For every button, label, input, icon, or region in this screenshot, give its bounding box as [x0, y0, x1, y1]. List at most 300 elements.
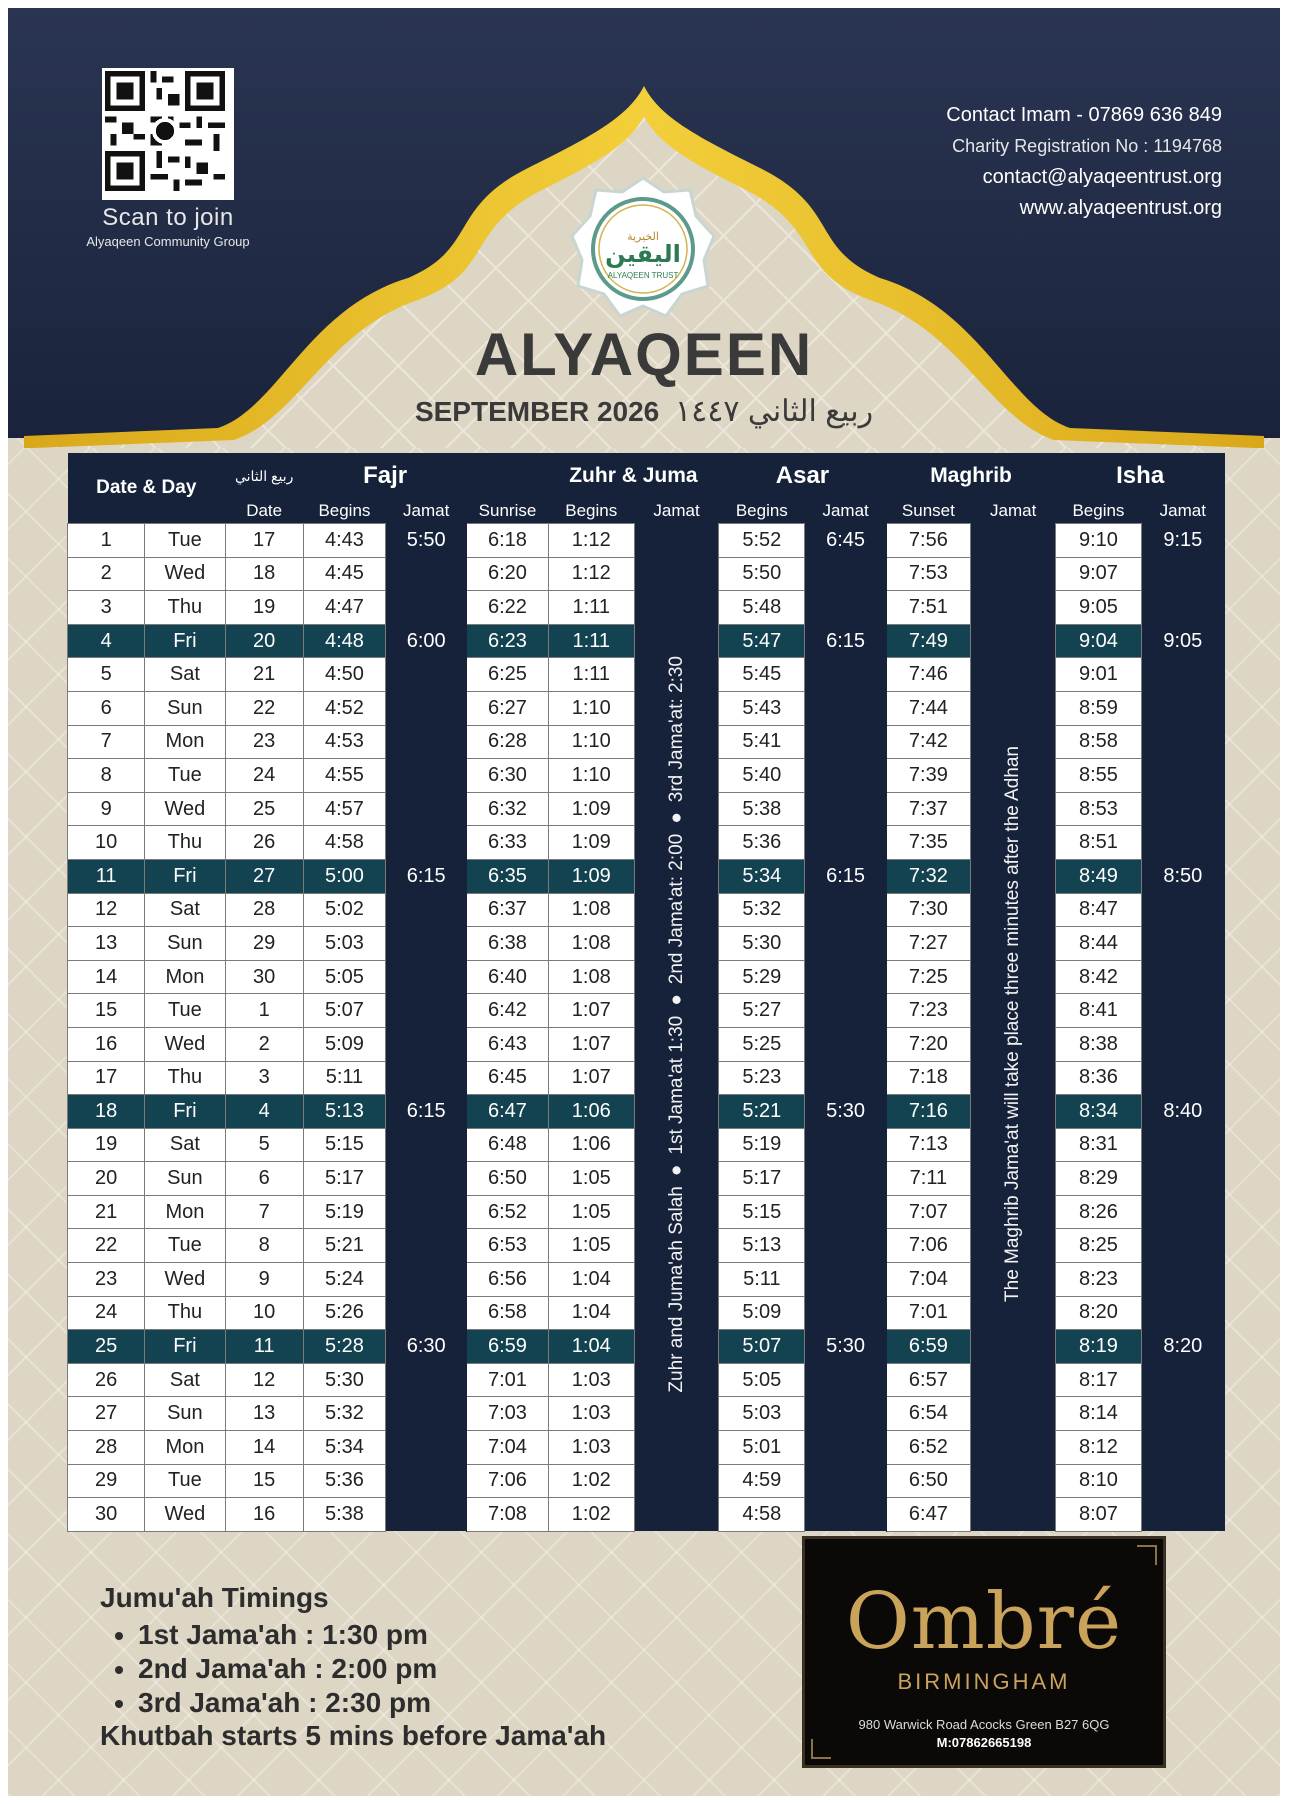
cell-fajr-begins: 5:02	[303, 893, 385, 927]
cell-asar-begins: 5:30	[719, 927, 805, 961]
ad-city: BIRMINGHAM	[897, 1669, 1071, 1694]
cell-asar-begins: 5:15	[719, 1195, 805, 1229]
cell-asar-jamat	[805, 557, 886, 591]
cell-hijri-date: 7	[225, 1195, 303, 1229]
cell-day: Tue	[145, 994, 225, 1028]
jumah-title: Jumu'ah Timings	[100, 1582, 329, 1613]
cell-asar-begins: 5:11	[719, 1263, 805, 1297]
cell-zuhr-begins: 1:06	[548, 1128, 634, 1162]
cell-isha-jamat	[1141, 591, 1224, 625]
cell-hijri-date: 17	[225, 524, 303, 558]
cell-isha-jamat	[1141, 1431, 1224, 1465]
header-isha-begins: Begins	[1056, 499, 1141, 524]
cell-isha-begins: 8:23	[1056, 1263, 1141, 1297]
cell-isha-begins: 8:55	[1056, 759, 1141, 793]
zuhr-note-text: Zuhr and Juma'ah Salah ● 1st Jama'at 1:30 ● 2nd Jama'at: 2:00 ● 3rd Jama'at: 2:30	[665, 656, 687, 1393]
cell-isha-begins: 8:58	[1056, 725, 1141, 759]
cell-isha-jamat	[1141, 1027, 1224, 1061]
cell-fajr-begins: 4:58	[303, 826, 385, 860]
cell-day: Tue	[145, 1229, 225, 1263]
prayer-timetable	[67, 453, 1225, 1532]
cell-hijri-date: 26	[225, 826, 303, 860]
cell-date: 28	[68, 1431, 145, 1465]
cell-asar-begins: 5:07	[719, 1330, 805, 1364]
cell-fajr-begins: 5:24	[303, 1263, 385, 1297]
cell-zuhr-begins: 1:09	[548, 859, 634, 893]
cell-zuhr-begins: 1:09	[548, 826, 634, 860]
logo-text: ALYAQEEN TRUST	[607, 271, 679, 280]
cell-fajr-jamat: 6:00	[386, 624, 467, 658]
header-sunrise: Sunrise	[467, 499, 548, 524]
cell-date: 30	[68, 1498, 145, 1532]
cell-date: 14	[68, 960, 145, 994]
cell-sunrise: 7:06	[467, 1464, 548, 1498]
cell-fajr-begins: 5:15	[303, 1128, 385, 1162]
cell-sunrise: 6:30	[467, 759, 548, 793]
cell-date: 27	[68, 1397, 145, 1431]
jumah-list	[100, 1618, 606, 1720]
cell-hijri-date: 8	[225, 1229, 303, 1263]
cell-asar-jamat	[805, 1296, 886, 1330]
cell-asar-jamat	[805, 1162, 886, 1196]
cell-hijri-date: 1	[225, 994, 303, 1028]
cell-fajr-begins: 5:21	[303, 1229, 385, 1263]
cell-fajr-jamat	[386, 1162, 467, 1196]
cell-fajr-begins: 4:50	[303, 658, 385, 692]
cell-asar-begins: 5:52	[719, 524, 805, 558]
cell-isha-jamat	[1141, 1363, 1224, 1397]
cell-sunrise: 6:33	[467, 826, 548, 860]
cell-isha-begins: 8:07	[1056, 1498, 1141, 1532]
cell-isha-jamat	[1141, 759, 1224, 793]
cell-day: Sun	[145, 1397, 225, 1431]
cell-sunrise: 6:43	[467, 1027, 548, 1061]
cell-isha-begins: 8:41	[1056, 994, 1141, 1028]
cell-asar-begins: 5:50	[719, 557, 805, 591]
cell-hijri-date: 16	[225, 1498, 303, 1532]
cell-isha-jamat	[1141, 1061, 1224, 1095]
alyaqeen-logo	[570, 176, 716, 322]
cell-sunrise: 6:32	[467, 792, 548, 826]
cell-sunrise: 6:37	[467, 893, 548, 927]
cell-asar-begins: 4:58	[719, 1498, 805, 1532]
cell-zuhr-begins: 1:03	[548, 1397, 634, 1431]
cell-day: Thu	[145, 1296, 225, 1330]
cell-sunset: 7:01	[886, 1296, 970, 1330]
cell-date: 7	[68, 725, 145, 759]
scan-subtitle: Alyaqeen Community Group	[86, 234, 250, 249]
cell-isha-begins: 9:10	[1056, 524, 1141, 558]
cell-zuhr-begins: 1:04	[548, 1263, 634, 1297]
cell-isha-begins: 8:49	[1056, 859, 1141, 893]
cell-zuhr-begins: 1:03	[548, 1363, 634, 1397]
cell-isha-jamat	[1141, 792, 1224, 826]
cell-fajr-jamat	[386, 759, 467, 793]
cell-zuhr-begins: 1:07	[548, 1061, 634, 1095]
cell-date: 15	[68, 994, 145, 1028]
cell-isha-begins: 8:51	[1056, 826, 1141, 860]
cell-hijri-date: 30	[225, 960, 303, 994]
cell-zuhr-begins: 1:04	[548, 1296, 634, 1330]
cell-asar-jamat	[805, 591, 886, 625]
cell-asar-begins: 5:36	[719, 826, 805, 860]
cell-day: Wed	[145, 1498, 225, 1532]
cell-zuhr-begins: 1:07	[548, 1027, 634, 1061]
cell-asar-jamat	[805, 658, 886, 692]
cell-asar-begins: 5:34	[719, 859, 805, 893]
cell-asar-jamat	[805, 1397, 886, 1431]
cell-day: Thu	[145, 826, 225, 860]
cell-asar-jamat	[805, 1195, 886, 1229]
cell-fajr-begins: 5:09	[303, 1027, 385, 1061]
cell-asar-begins: 5:03	[719, 1397, 805, 1431]
cell-sunset: 7:23	[886, 994, 970, 1028]
cell-hijri-date: 21	[225, 658, 303, 692]
cell-asar-jamat	[805, 1363, 886, 1397]
cell-fajr-jamat	[386, 725, 467, 759]
cell-day: Wed	[145, 1027, 225, 1061]
cell-fajr-jamat: 6:15	[386, 859, 467, 893]
cell-fajr-jamat	[386, 1296, 467, 1330]
cell-fajr-begins: 4:53	[303, 725, 385, 759]
cell-sunset: 6:50	[886, 1464, 970, 1498]
cell-asar-begins: 5:41	[719, 725, 805, 759]
cell-hijri-date: 9	[225, 1263, 303, 1297]
cell-sunset: 7:20	[886, 1027, 970, 1061]
cell-isha-jamat	[1141, 1229, 1224, 1263]
cell-sunset: 7:46	[886, 658, 970, 692]
cell-isha-jamat	[1141, 1498, 1224, 1532]
cell-isha-begins: 8:59	[1056, 691, 1141, 725]
cell-hijri-date: 28	[225, 893, 303, 927]
cell-sunset: 7:37	[886, 792, 970, 826]
cell-sunrise: 7:08	[467, 1498, 548, 1532]
cell-sunset: 7:18	[886, 1061, 970, 1095]
cell-hijri-date: 15	[225, 1464, 303, 1498]
cell-date: 25	[68, 1330, 145, 1364]
cell-sunset: 7:53	[886, 557, 970, 591]
email-link[interactable]: contact@alyaqeentrust.org	[982, 166, 1222, 188]
cell-day: Sun	[145, 927, 225, 961]
cell-isha-jamat: 8:20	[1141, 1330, 1224, 1364]
cell-fajr-begins: 5:26	[303, 1296, 385, 1330]
cell-day: Fri	[145, 1330, 225, 1364]
cell-date: 10	[68, 826, 145, 860]
cell-sunrise: 6:42	[467, 994, 548, 1028]
cell-fajr-jamat	[386, 1263, 467, 1297]
cell-isha-begins: 8:29	[1056, 1162, 1141, 1196]
cell-day: Fri	[145, 624, 225, 658]
cell-fajr-begins: 5:17	[303, 1162, 385, 1196]
cell-day: Sat	[145, 658, 225, 692]
cell-isha-begins: 8:17	[1056, 1363, 1141, 1397]
cell-day: Sat	[145, 893, 225, 927]
cell-isha-jamat: 9:05	[1141, 624, 1224, 658]
cell-isha-jamat	[1141, 1296, 1224, 1330]
cell-fajr-jamat	[386, 1229, 467, 1263]
cell-isha-begins: 8:42	[1056, 960, 1141, 994]
cell-sunset: 6:54	[886, 1397, 970, 1431]
cell-isha-jamat	[1141, 994, 1224, 1028]
cell-isha-begins: 8:26	[1056, 1195, 1141, 1229]
cell-zuhr-begins: 1:11	[548, 591, 634, 625]
header-fajr: Fajr	[303, 453, 467, 499]
cell-asar-begins: 5:21	[719, 1095, 805, 1129]
cell-fajr-begins: 5:07	[303, 994, 385, 1028]
cell-asar-begins: 5:29	[719, 960, 805, 994]
zuhr-jamat-note	[634, 524, 718, 1532]
cell-sunrise: 6:40	[467, 960, 548, 994]
cell-asar-jamat	[805, 1431, 886, 1465]
header-hijri-date: Date	[225, 499, 303, 524]
cell-isha-jamat: 8:50	[1141, 859, 1224, 893]
cell-asar-jamat	[805, 725, 886, 759]
cell-sunrise: 6:59	[467, 1330, 548, 1364]
cell-asar-begins: 5:38	[719, 792, 805, 826]
cell-asar-begins: 5:19	[719, 1128, 805, 1162]
cell-zuhr-begins: 1:12	[548, 524, 634, 558]
cell-date: 24	[68, 1296, 145, 1330]
cell-isha-begins: 8:34	[1056, 1095, 1141, 1129]
cell-fajr-jamat	[386, 557, 467, 591]
cell-asar-jamat	[805, 960, 886, 994]
cell-date: 5	[68, 658, 145, 692]
cell-zuhr-begins: 1:05	[548, 1162, 634, 1196]
cell-fajr-begins: 5:32	[303, 1397, 385, 1431]
logo-arabic: اليقين	[605, 240, 681, 268]
cell-day: Tue	[145, 524, 225, 558]
cell-isha-begins: 8:31	[1056, 1128, 1141, 1162]
cell-fajr-jamat	[386, 960, 467, 994]
contact-imam: Contact Imam - 07869 636 849	[946, 104, 1222, 126]
cell-asar-jamat	[805, 1128, 886, 1162]
cell-sunrise: 6:53	[467, 1229, 548, 1263]
header-hijri-month: ربيع الثاني	[225, 453, 303, 499]
cell-sunrise: 6:45	[467, 1061, 548, 1095]
jumah-item-1: • 1st Jama'ah : 1:30 pm	[138, 1618, 606, 1652]
website-link[interactable]: www.alyaqeentrust.org	[1019, 197, 1222, 219]
cell-sunset: 6:59	[886, 1330, 970, 1364]
cell-asar-jamat: 6:45	[805, 524, 886, 558]
cell-sunset: 7:44	[886, 691, 970, 725]
header-zuhr: Zuhr & Juma	[548, 453, 719, 499]
cell-isha-jamat	[1141, 725, 1224, 759]
cell-zuhr-begins: 1:10	[548, 759, 634, 793]
cell-asar-jamat	[805, 893, 886, 927]
cell-zuhr-begins: 1:11	[548, 658, 634, 692]
cell-zuhr-begins: 1:06	[548, 1095, 634, 1129]
cell-sunset: 6:52	[886, 1431, 970, 1465]
header-fajr-jamat: Jamat	[386, 499, 467, 524]
cell-fajr-jamat	[386, 691, 467, 725]
cell-sunrise: 6:27	[467, 691, 548, 725]
cell-day: Sun	[145, 1162, 225, 1196]
cell-zuhr-begins: 1:05	[548, 1229, 634, 1263]
cell-fajr-jamat	[386, 1464, 467, 1498]
header-asar: Asar	[719, 453, 887, 499]
cell-asar-jamat	[805, 792, 886, 826]
hijri-month: ربيع الثاني ١٤٤٧	[675, 395, 874, 428]
cell-sunrise: 6:50	[467, 1162, 548, 1196]
cell-asar-jamat: 6:15	[805, 859, 886, 893]
cell-hijri-date: 29	[225, 927, 303, 961]
cell-isha-jamat	[1141, 1162, 1224, 1196]
cell-isha-begins: 8:47	[1056, 893, 1141, 927]
cell-fajr-begins: 4:57	[303, 792, 385, 826]
cell-asar-jamat	[805, 1061, 886, 1095]
jumah-item-3: • 3rd Jama'ah : 2:30 pm	[138, 1686, 606, 1720]
cell-sunrise: 6:48	[467, 1128, 548, 1162]
ad-phone: M:07862665198	[936, 1735, 1032, 1750]
cell-fajr-jamat	[386, 1431, 467, 1465]
cell-sunset: 7:06	[886, 1229, 970, 1263]
cell-asar-jamat: 5:30	[805, 1330, 886, 1364]
cell-fajr-begins: 4:47	[303, 591, 385, 625]
cell-isha-begins: 8:14	[1056, 1397, 1141, 1431]
cell-date: 16	[68, 1027, 145, 1061]
header-asar-jamat: Jamat	[805, 499, 886, 524]
cell-sunset: 7:07	[886, 1195, 970, 1229]
cell-isha-jamat	[1141, 1397, 1224, 1431]
cell-fajr-jamat: 6:15	[386, 1095, 467, 1129]
cell-sunrise: 6:47	[467, 1095, 548, 1129]
cell-zuhr-begins: 1:02	[548, 1498, 634, 1532]
cell-hijri-date: 13	[225, 1397, 303, 1431]
ad-address: 980 Warwick Road Acocks Green B27 6QG	[858, 1717, 1110, 1732]
sponsor-advert[interactable]	[802, 1536, 1166, 1768]
cell-asar-begins: 5:17	[719, 1162, 805, 1196]
header-maghrib: Maghrib	[886, 453, 1056, 499]
cell-date: 4	[68, 624, 145, 658]
cell-hijri-date: 4	[225, 1095, 303, 1129]
cell-date: 17	[68, 1061, 145, 1095]
cell-fajr-begins: 5:34	[303, 1431, 385, 1465]
cell-asar-jamat	[805, 759, 886, 793]
cell-fajr-begins: 5:03	[303, 927, 385, 961]
cell-date: 6	[68, 691, 145, 725]
cell-fajr-jamat	[386, 927, 467, 961]
cell-asar-jamat	[805, 691, 886, 725]
scan-to-join	[48, 204, 288, 249]
cell-isha-begins: 8:38	[1056, 1027, 1141, 1061]
header-date-day: Date & Day	[68, 453, 226, 524]
cell-hijri-date: 3	[225, 1061, 303, 1095]
cell-fajr-begins: 4:43	[303, 524, 385, 558]
cell-date: 1	[68, 524, 145, 558]
cell-date: 26	[68, 1363, 145, 1397]
cell-isha-begins: 8:36	[1056, 1061, 1141, 1095]
timetable-page	[8, 8, 1280, 1796]
cell-sunrise: 6:23	[467, 624, 548, 658]
cell-day: Wed	[145, 792, 225, 826]
cell-isha-begins: 8:10	[1056, 1464, 1141, 1498]
cell-isha-jamat	[1141, 1128, 1224, 1162]
cell-sunset: 7:30	[886, 893, 970, 927]
cell-day: Mon	[145, 1195, 225, 1229]
cell-sunset: 7:27	[886, 927, 970, 961]
cell-sunset: 6:47	[886, 1498, 970, 1532]
cell-sunset: 7:32	[886, 859, 970, 893]
header-isha-jamat: Jamat	[1141, 499, 1224, 524]
cell-asar-jamat	[805, 1464, 886, 1498]
cell-sunrise: 6:56	[467, 1263, 548, 1297]
cell-sunrise: 6:22	[467, 591, 548, 625]
cell-fajr-begins: 5:13	[303, 1095, 385, 1129]
logo-arabic-small: الخيرية	[627, 230, 659, 243]
jumah-timings	[100, 1582, 606, 1752]
cell-date: 19	[68, 1128, 145, 1162]
cell-sunrise: 7:04	[467, 1431, 548, 1465]
cell-asar-jamat	[805, 927, 886, 961]
cell-sunset: 7:04	[886, 1263, 970, 1297]
cell-asar-jamat: 5:30	[805, 1095, 886, 1129]
cell-zuhr-begins: 1:05	[548, 1195, 634, 1229]
header-sunrise-blank	[467, 453, 548, 499]
cell-fajr-jamat	[386, 792, 467, 826]
cell-isha-jamat	[1141, 927, 1224, 961]
cell-sunset: 7:56	[886, 524, 970, 558]
cell-fajr-jamat: 5:50	[386, 524, 467, 558]
cell-isha-jamat	[1141, 960, 1224, 994]
cell-isha-begins: 8:44	[1056, 927, 1141, 961]
cell-sunrise: 6:35	[467, 859, 548, 893]
cell-sunrise: 6:18	[467, 524, 548, 558]
cell-fajr-begins: 5:00	[303, 859, 385, 893]
cell-zuhr-begins: 1:08	[548, 960, 634, 994]
cell-isha-jamat	[1141, 1464, 1224, 1498]
cell-zuhr-begins: 1:03	[548, 1431, 634, 1465]
cell-zuhr-begins: 1:10	[548, 725, 634, 759]
cell-fajr-jamat	[386, 1027, 467, 1061]
header-asar-begins: Begins	[719, 499, 805, 524]
cell-sunset: 7:35	[886, 826, 970, 860]
cell-asar-begins: 5:01	[719, 1431, 805, 1465]
cell-isha-jamat: 9:15	[1141, 524, 1224, 558]
cell-sunset: 6:57	[886, 1363, 970, 1397]
cell-asar-begins: 5:23	[719, 1061, 805, 1095]
month-title	[8, 394, 1280, 429]
cell-fajr-begins: 5:38	[303, 1498, 385, 1532]
cell-date: 3	[68, 591, 145, 625]
cell-fajr-begins: 5:36	[303, 1464, 385, 1498]
cell-sunset: 7:49	[886, 624, 970, 658]
header-zuhr-begins: Begins	[548, 499, 634, 524]
qr-code[interactable]	[102, 68, 234, 200]
cell-sunrise: 7:03	[467, 1397, 548, 1431]
cell-isha-jamat	[1141, 1263, 1224, 1297]
maghrib-note-text: The Maghrib Jama'at will take place three minutes after the Adhan	[1002, 746, 1024, 1303]
cell-isha-begins: 8:25	[1056, 1229, 1141, 1263]
cell-isha-jamat	[1141, 1195, 1224, 1229]
cell-day: Fri	[145, 859, 225, 893]
header-isha: Isha	[1056, 453, 1225, 499]
cell-isha-begins: 8:12	[1056, 1431, 1141, 1465]
cell-isha-begins: 8:20	[1056, 1296, 1141, 1330]
cell-isha-jamat	[1141, 826, 1224, 860]
cell-isha-jamat: 8:40	[1141, 1095, 1224, 1129]
header-fajr-begins: Begins	[303, 499, 385, 524]
cell-day: Mon	[145, 1431, 225, 1465]
cell-fajr-jamat	[386, 591, 467, 625]
cell-fajr-begins: 5:05	[303, 960, 385, 994]
cell-day: Thu	[145, 1061, 225, 1095]
maghrib-jamat-note	[971, 524, 1056, 1532]
cell-hijri-date: 22	[225, 691, 303, 725]
cell-zuhr-begins: 1:04	[548, 1330, 634, 1364]
cell-sunrise: 6:52	[467, 1195, 548, 1229]
cell-fajr-begins: 5:11	[303, 1061, 385, 1095]
cell-date: 20	[68, 1162, 145, 1196]
